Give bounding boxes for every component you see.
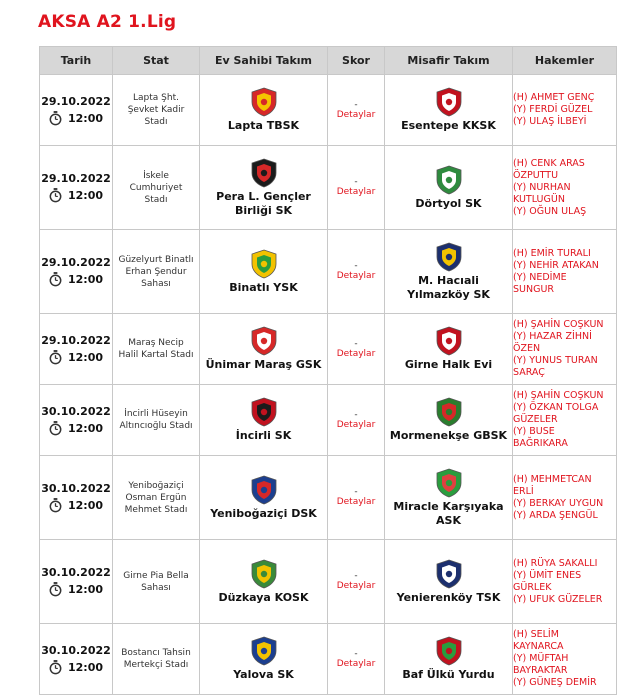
details-link[interactable]: Detaylar xyxy=(336,109,376,120)
away-team-logo-icon[interactable] xyxy=(434,397,464,427)
details-link[interactable]: Detaylar xyxy=(336,419,376,430)
match-time-wrap xyxy=(40,660,112,675)
away-team-name[interactable]: Dörtyol SK xyxy=(415,196,482,210)
match-row xyxy=(40,146,617,230)
match-time-wrap xyxy=(40,350,112,365)
referee-line: ÖZPUTTU xyxy=(513,169,559,181)
match-time: 12:00 xyxy=(67,660,103,674)
score-dash: - xyxy=(354,648,358,659)
stadium-line: Güzelyurt Binatlı xyxy=(118,254,194,265)
home-team-logo-icon[interactable] xyxy=(249,326,279,356)
stadium-line: Stadı xyxy=(144,194,168,205)
referee-line: (Y) BUSE xyxy=(513,426,555,437)
referees-cell xyxy=(513,385,617,456)
stadium-line: Stadı xyxy=(144,117,168,127)
details-link[interactable]: Detaylar xyxy=(336,581,376,591)
match-date-cell xyxy=(40,146,113,230)
header-home-team: Ev Sahibi Takım xyxy=(200,47,328,75)
match-row xyxy=(40,456,617,540)
stadium-line: Bostancı Tahsin xyxy=(121,648,191,658)
match-time-wrap xyxy=(40,582,112,597)
away-team-logo-icon[interactable] xyxy=(434,87,464,117)
match-row xyxy=(40,230,617,314)
match-date: 29.10.2022 xyxy=(41,94,111,108)
referee-line: (Y) ULAŞ İLBEYİ xyxy=(513,116,587,127)
stadium-line: Sahası xyxy=(141,278,171,289)
referees-cell xyxy=(513,230,617,314)
home-team-cell[interactable] xyxy=(200,456,328,540)
referee-line: SARAÇ xyxy=(513,367,545,378)
match-date: 29.10.2022 xyxy=(41,172,111,185)
match-date-cell xyxy=(40,540,113,624)
stadium-line: Cumhuriyet xyxy=(129,182,183,193)
table-header-row xyxy=(40,47,617,75)
referees-cell xyxy=(513,624,617,695)
stadium-cell xyxy=(113,540,200,624)
away-team-cell[interactable] xyxy=(385,75,513,146)
header-date: Tarih xyxy=(40,47,113,75)
referee-line: (H) CENK ARAS xyxy=(513,157,585,169)
stadium-cell xyxy=(113,385,200,456)
fixtures-table xyxy=(39,46,617,695)
stadium-line: Lapta Şht. xyxy=(133,93,179,103)
details-link[interactable]: Detaylar xyxy=(336,348,376,359)
score-cell xyxy=(328,385,385,456)
referee-line: (Y) NURHAN xyxy=(513,181,571,193)
stadium-cell xyxy=(113,314,200,385)
home-team-logo-icon[interactable] xyxy=(249,636,279,666)
match-date-cell xyxy=(40,230,113,314)
referees-cell xyxy=(513,540,617,624)
score-dash: - xyxy=(354,338,358,349)
match-time-wrap xyxy=(40,188,112,203)
score-cell xyxy=(328,314,385,385)
referee-line: BAĞRIKARA xyxy=(513,438,568,449)
match-time-wrap xyxy=(40,421,112,436)
referee-line: (Y) HAZAR ZİHNİ xyxy=(513,331,592,342)
home-team-name[interactable]: Lapta TBSK xyxy=(227,119,300,132)
stopwatch-icon xyxy=(49,582,62,597)
stadium-line: Osman Ergün xyxy=(125,492,187,503)
header-score: Skor xyxy=(328,47,385,75)
match-time: 12:00 xyxy=(67,350,103,364)
away-team-cell[interactable] xyxy=(385,624,513,695)
details-link[interactable]: Detaylar xyxy=(336,658,376,669)
referee-line: (Y) ÖZKAN TOLGA xyxy=(513,402,599,413)
home-team-name[interactable]: Pera L. Gençler Birliği SK xyxy=(216,189,311,217)
match-row xyxy=(40,624,617,695)
score-cell xyxy=(328,624,385,695)
referee-line: (Y) ÜMİT ENES xyxy=(513,569,582,581)
referee-line: (Y) FERDİ GÜZEL xyxy=(513,104,593,115)
stopwatch-icon xyxy=(49,350,62,365)
stadium-cell xyxy=(113,230,200,314)
referee-line: (H) EMİR TURALI xyxy=(513,247,591,259)
match-date-cell xyxy=(40,314,113,385)
referee-line: (Y) UFUK GÜZELER xyxy=(513,593,603,605)
referees-cell xyxy=(513,75,617,146)
stadium-line: Halil Kartal Stadı xyxy=(118,350,194,360)
stadium-line: Erhan Şendur xyxy=(125,266,187,277)
stopwatch-icon xyxy=(49,272,62,287)
referee-line: (Y) ARDA ŞENGÜL xyxy=(513,509,598,521)
stadium-line: Girne Pia Bella xyxy=(123,570,189,581)
away-team-cell[interactable] xyxy=(385,540,513,624)
referee-line: (Y) MÜFTAH xyxy=(513,653,569,664)
home-team-cell[interactable] xyxy=(200,624,328,695)
stadium-line: Mertekçi Stadı xyxy=(123,660,189,670)
away-team-logo-icon[interactable] xyxy=(434,165,464,195)
match-time-wrap xyxy=(40,111,112,126)
away-team-cell[interactable] xyxy=(385,385,513,456)
away-team-logo-icon[interactable] xyxy=(434,326,464,356)
match-time-wrap xyxy=(40,272,112,287)
match-row xyxy=(40,75,617,146)
referee-line: (H) AHMET GENÇ xyxy=(513,92,595,103)
stadium-cell xyxy=(113,456,200,540)
stopwatch-icon xyxy=(49,188,62,203)
stopwatch-icon xyxy=(49,421,62,436)
match-time: 12:00 xyxy=(67,189,103,202)
referee-line: (Y) OĞUN ULAŞ xyxy=(513,205,587,217)
stopwatch-icon xyxy=(49,498,62,513)
referee-line: GÜZELER xyxy=(513,414,558,425)
home-team-cell[interactable] xyxy=(200,385,328,456)
referee-line: (Y) GÜNEŞ DEMİR xyxy=(513,677,597,688)
stadium-line: Mehmet Stadı xyxy=(124,504,188,515)
home-team-name[interactable]: Yeniboğaziçi DSK xyxy=(210,506,317,520)
away-team-logo-icon[interactable] xyxy=(434,242,464,272)
header-referees: Hakemler xyxy=(513,47,617,75)
away-team-cell[interactable] xyxy=(385,146,513,230)
stadium-line: Maraş Necip xyxy=(128,338,184,348)
away-team-name[interactable]: M. Hacıali Yılmazköy SK xyxy=(407,273,490,301)
match-date-cell xyxy=(40,624,113,695)
match-date: 30.10.2022 xyxy=(41,566,111,579)
match-time: 12:00 xyxy=(67,421,103,435)
stadium-cell xyxy=(113,624,200,695)
score-cell xyxy=(328,456,385,540)
stopwatch-icon xyxy=(49,660,62,675)
page-title: AKSA A2 1.Lig xyxy=(38,12,177,32)
away-team-name[interactable]: Yenierenköy TSK xyxy=(396,590,501,604)
referee-line: (H) ŞAHİN COŞKUN xyxy=(513,319,604,330)
home-team-name[interactable]: Yalova SK xyxy=(233,668,294,681)
stadium-line: İncirli Hüseyin xyxy=(124,409,188,419)
score-dash: - xyxy=(354,571,358,581)
home-team-logo-icon[interactable] xyxy=(249,158,279,188)
match-time: 12:00 xyxy=(67,499,103,512)
score-cell xyxy=(328,230,385,314)
match-time: 12:00 xyxy=(67,273,103,286)
home-team-logo-icon[interactable] xyxy=(249,475,279,505)
match-date: 30.10.2022 xyxy=(41,404,111,418)
referee-line: (H) MEHMETCAN xyxy=(513,473,592,485)
referees-cell xyxy=(513,146,617,230)
home-team-logo-icon[interactable] xyxy=(249,559,279,589)
away-team-name[interactable]: Baf Ülkü Yurdu xyxy=(402,668,495,681)
away-team-name[interactable]: Miracle Karşıyaka ASK xyxy=(393,499,504,527)
match-date: 29.10.2022 xyxy=(41,333,111,347)
home-team-logo-icon[interactable] xyxy=(249,397,279,427)
match-date: 30.10.2022 xyxy=(41,643,111,657)
referee-line: (Y) NEHİR ATAKAN xyxy=(513,259,599,271)
away-team-cell[interactable] xyxy=(385,314,513,385)
score-dash: - xyxy=(354,99,358,110)
referee-line: (Y) BERKAY UYGUN xyxy=(513,497,604,509)
stadium-line: İskele xyxy=(143,170,169,181)
stadium-cell xyxy=(113,146,200,230)
match-date-cell xyxy=(40,385,113,456)
details-link[interactable]: Detaylar xyxy=(336,187,376,197)
stopwatch-icon xyxy=(49,111,62,126)
away-team-name[interactable]: Girne Halk Evi xyxy=(404,358,493,371)
match-date-cell xyxy=(40,75,113,146)
home-team-cell[interactable] xyxy=(200,540,328,624)
match-row xyxy=(40,385,617,456)
referee-line: (H) RÜYA SAKALLI xyxy=(513,557,598,569)
home-team-cell[interactable] xyxy=(200,146,328,230)
referee-line: (H) ŞAHİN COŞKUN xyxy=(513,390,604,401)
match-row xyxy=(40,314,617,385)
stadium-line: Altıncıoğlu Stadı xyxy=(119,421,193,431)
referee-line: ERLİ xyxy=(513,485,534,497)
header-away-team: Misafir Takım xyxy=(385,47,513,75)
home-team-name[interactable]: Binatlı YSK xyxy=(229,280,298,294)
match-time: 12:00 xyxy=(67,583,103,596)
referee-line: (Y) NEDİME xyxy=(513,271,567,283)
home-team-cell[interactable] xyxy=(200,230,328,314)
away-team-cell[interactable] xyxy=(385,456,513,540)
referee-line: (Y) YUNUS TURAN xyxy=(513,355,598,366)
score-cell xyxy=(328,540,385,624)
score-dash: - xyxy=(354,261,358,271)
score-cell xyxy=(328,146,385,230)
score-dash: - xyxy=(354,409,358,420)
home-team-name[interactable]: İncirli SK xyxy=(235,429,292,442)
stadium-line: Şevket Kadir xyxy=(127,105,185,115)
referees-cell xyxy=(513,456,617,540)
referee-line: GÜRLEK xyxy=(513,581,552,593)
home-team-cell[interactable] xyxy=(200,314,328,385)
away-team-logo-icon[interactable] xyxy=(434,636,464,666)
home-team-logo-icon[interactable] xyxy=(249,249,279,279)
details-link[interactable]: Detaylar xyxy=(336,497,376,507)
referee-line: KAYNARCA xyxy=(513,641,564,652)
score-dash: - xyxy=(354,177,358,187)
referee-line: SUNGUR xyxy=(513,283,555,295)
home-team-name[interactable]: Ünimar Maraş GSK xyxy=(205,358,322,371)
away-team-cell[interactable] xyxy=(385,230,513,314)
header-stadium: Stat xyxy=(113,47,200,75)
away-team-name[interactable]: Mormenekşe GBSK xyxy=(389,429,508,442)
details-link[interactable]: Detaylar xyxy=(336,271,376,281)
match-time-wrap xyxy=(40,498,112,513)
away-team-logo-icon[interactable] xyxy=(434,559,464,589)
match-date: 29.10.2022 xyxy=(41,256,111,269)
match-date: 30.10.2022 xyxy=(41,482,111,495)
referee-line: KUTLUGÜN xyxy=(513,193,565,205)
match-date-cell xyxy=(40,456,113,540)
referees-cell xyxy=(513,314,617,385)
stadium-cell xyxy=(113,75,200,146)
referee-line: BAYRAKTAR xyxy=(513,665,568,676)
home-team-cell[interactable] xyxy=(200,75,328,146)
score-dash: - xyxy=(354,487,358,497)
referee-line: (H) SELİM xyxy=(513,629,559,640)
referee-line: ÖZEN xyxy=(513,343,541,354)
away-team-logo-icon[interactable] xyxy=(434,468,464,498)
stadium-line: Yeniboğaziçi xyxy=(128,480,184,491)
away-team-name[interactable]: Esentepe KKSK xyxy=(401,119,496,132)
match-row xyxy=(40,540,617,624)
home-team-logo-icon[interactable] xyxy=(249,87,279,117)
score-cell xyxy=(328,75,385,146)
match-time: 12:00 xyxy=(67,111,103,125)
home-team-name[interactable]: Düzkaya KOSK xyxy=(218,590,309,604)
stadium-line: Sahası xyxy=(141,582,171,593)
